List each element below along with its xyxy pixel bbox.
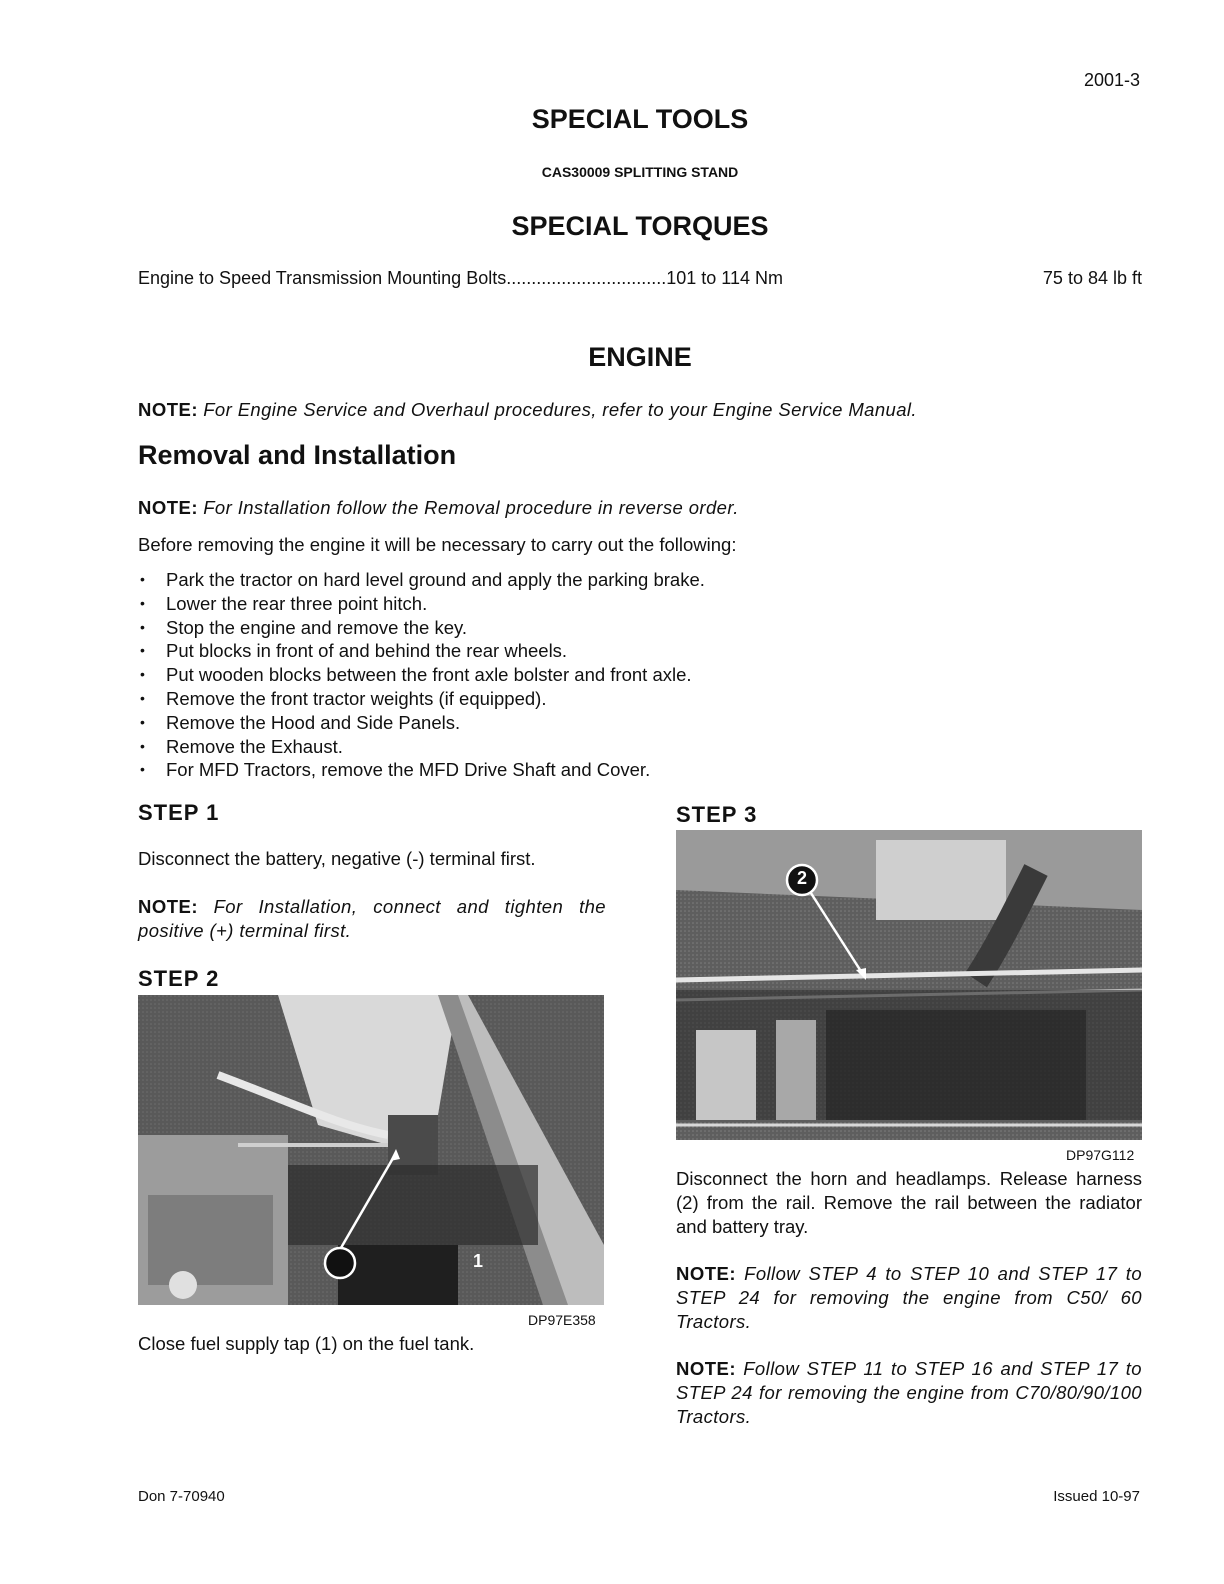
torque-leader: ................................ (506, 268, 667, 288)
note-label: NOTE: (138, 896, 199, 917)
removal-intro: Before removing the engine it will be necessary to carry out the following: (138, 534, 737, 555)
list-item: • Lower the rear three point hitch. (138, 592, 1142, 616)
step2-text: Close fuel supply tap (1) on the fuel tank. (138, 1333, 475, 1354)
preparation-list (138, 568, 1142, 782)
removal-note (138, 496, 1142, 520)
list-item: • Remove the Hood and Side Panels. (138, 711, 1142, 735)
note-text: For Installation, connect and tighten the positive (+) terminal first. (138, 896, 606, 941)
step1-text: Disconnect the battery, negative (-) terminal first. (138, 848, 536, 869)
list-item: • Remove the front tractor weights (if equipped). (138, 687, 1142, 711)
page-number: 2001-3 (1083, 70, 1140, 90)
footer-issued: Issued 10-97 (1053, 1488, 1140, 1505)
torque-spec (138, 268, 783, 289)
engine-heading: ENGINE (588, 342, 692, 372)
footer-doc-number: Don 7-70940 (138, 1488, 225, 1505)
special-tool-item: CAS30009 SPLITTING STAND (541, 164, 739, 180)
list-item: • Remove the Exhaust. (138, 735, 1142, 759)
note-label: NOTE: (138, 399, 199, 420)
step3-heading: STEP 3 (676, 802, 758, 827)
list-item: • Stop the engine and remove the key. (138, 616, 1142, 640)
torque-metric: 101 to 114 Nm (666, 268, 783, 288)
engine-bay-photo-illustration (676, 830, 1142, 1140)
note-label: NOTE: (138, 497, 199, 518)
torque-description: Engine to Speed Transmission Mounting Bolts (138, 268, 507, 288)
callout-1-label: 1 (472, 1251, 483, 1271)
note-text: For Engine Service and Overhaul procedures, refer to your Engine Service Manual. (203, 399, 917, 420)
step1-heading: STEP 1 (138, 800, 220, 825)
step3-note-2 (676, 1357, 1142, 1429)
note-text: Follow STEP 4 to STEP 10 and STEP 17 to STEP 24 for removing the engine from C50/ 60 Tractors. (676, 1263, 1143, 1332)
list-item: • Put blocks in front of and behind the rear wheels. (138, 639, 1142, 663)
step2-photo (138, 995, 604, 1305)
removal-heading: Removal and Installation (138, 440, 457, 470)
step3-photo (676, 830, 1142, 1140)
torque-imperial: 75 to 84 lb ft (1042, 268, 1142, 288)
step3-note-1 (676, 1262, 1142, 1334)
step3-text: Disconnect the horn and headlamps. Release harness (2) from the rail. Remove the rail between the radiator and battery tray. (676, 1168, 1142, 1237)
callout-2-label: 2 (796, 868, 807, 888)
note-text: Follow STEP 11 to STEP 16 and STEP 17 to STEP 24 for removing the engine from C70/80/90/100 Tractors. (676, 1358, 1143, 1427)
step2-figure-code: DP97E358 (528, 1312, 596, 1328)
list-item: • For MFD Tractors, remove the MFD Drive Shaft and Cover. (138, 758, 1142, 782)
special-tools-heading: SPECIAL TOOLS (531, 104, 749, 134)
note-label: NOTE: (676, 1358, 737, 1379)
engine-note (138, 398, 1142, 422)
list-item: • Put wooden blocks between the front axle bolster and front axle. (138, 663, 1142, 687)
fuel-tank-photo-illustration (138, 995, 604, 1305)
note-text: For Installation follow the Removal procedure in reverse order. (203, 497, 739, 518)
step2-heading: STEP 2 (138, 966, 220, 991)
list-item: • Park the tractor on hard level ground and apply the parking brake. (138, 568, 1142, 592)
special-torques-heading: SPECIAL TORQUES (511, 211, 769, 241)
torque-row (138, 268, 1142, 292)
step3-figure-code: DP97G112 (1066, 1147, 1135, 1163)
step1-note (138, 895, 606, 943)
note-label: NOTE: (676, 1263, 737, 1284)
